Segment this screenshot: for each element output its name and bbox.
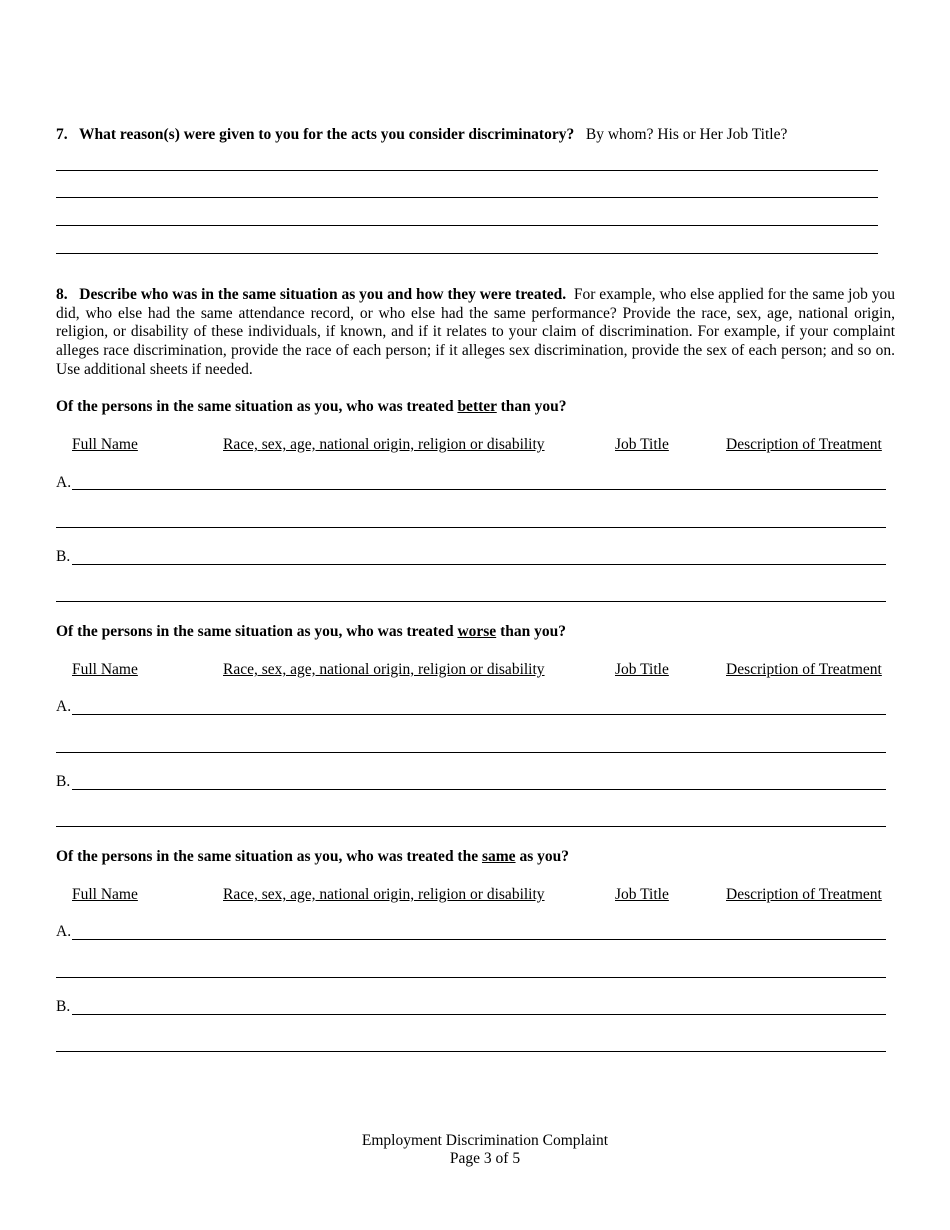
col-description: Description of Treatment bbox=[726, 661, 882, 678]
question-8 bbox=[56, 286, 895, 380]
page-footer bbox=[0, 1132, 950, 1168]
q7-prompt: What reason(s) were given to you for the acts you consider discriminatory? bbox=[78, 126, 575, 143]
row-label-b: B. bbox=[56, 773, 71, 790]
better-row-b-line-2[interactable] bbox=[56, 601, 886, 602]
better-row-a-line[interactable] bbox=[72, 489, 886, 490]
q7-answer-line-2[interactable] bbox=[56, 197, 878, 198]
col-job-title: Job Title bbox=[615, 661, 669, 678]
same-row-b-line-2[interactable] bbox=[56, 1051, 886, 1052]
section-better-keyword: better bbox=[457, 398, 497, 415]
same-row-b-line[interactable] bbox=[72, 1014, 886, 1015]
q7-answer-line-1[interactable] bbox=[56, 170, 878, 171]
col-demographics: Race, sex, age, national origin, religion or disability bbox=[223, 886, 545, 903]
row-label-b: B. bbox=[56, 548, 71, 565]
q8-instructions: For example, who else applied for the same job you did, who else had the same attendance record, or who else had the same performance? Provide the race, sex, age, national origin, religion, or disability of these individuals, if known, and if it relates to your claim of discrimination. For example, if your complaint alleges race discrimination, provide the race of each person; if it alleges sex discrimination, provide the sex of each person; and so on. Use additional sheets if needed. bbox=[56, 286, 896, 378]
col-full-name: Full Name bbox=[72, 436, 138, 453]
col-description: Description of Treatment bbox=[726, 436, 882, 453]
better-row-a-line-2[interactable] bbox=[56, 527, 886, 528]
worse-row-a-line-2[interactable] bbox=[56, 752, 886, 753]
q8-number: 8. bbox=[56, 286, 68, 303]
same-row-a-line[interactable] bbox=[72, 939, 886, 940]
footer-page-number: Page 3 of 5 bbox=[449, 1150, 521, 1167]
row-label-a: A. bbox=[56, 474, 72, 491]
row-label-a: A. bbox=[56, 923, 72, 940]
section-better-heading: Of the persons in the same situation as you, who was treated better than you? bbox=[56, 398, 567, 415]
q7-number: 7. bbox=[56, 126, 68, 143]
col-description: Description of Treatment bbox=[726, 886, 882, 903]
better-row-b-line[interactable] bbox=[72, 564, 886, 565]
footer-title: Employment Discrimination Complaint bbox=[361, 1132, 609, 1149]
section-worse-heading: Of the persons in the same situation as you, who was treated worse than you? bbox=[56, 623, 566, 640]
worse-row-b-line[interactable] bbox=[72, 789, 886, 790]
q7-answer-line-4[interactable] bbox=[56, 253, 878, 254]
question-7 bbox=[56, 126, 896, 144]
q7-subprompt: By whom? His or Her Job Title? bbox=[585, 126, 788, 143]
worse-row-b-line-2[interactable] bbox=[56, 826, 886, 827]
worse-row-a-line[interactable] bbox=[72, 714, 886, 715]
section-same-keyword: same bbox=[481, 848, 516, 865]
q8-prompt: Describe who was in the same situation as you and how they were treated. bbox=[79, 286, 567, 303]
section-same-heading: Of the persons in the same situation as you, who was treated the same as you? bbox=[56, 848, 569, 865]
q7-answer-line-3[interactable] bbox=[56, 225, 878, 226]
col-full-name: Full Name bbox=[72, 886, 138, 903]
row-label-a: A. bbox=[56, 698, 72, 715]
col-job-title: Job Title bbox=[615, 436, 669, 453]
col-job-title: Job Title bbox=[615, 886, 669, 903]
row-label-b: B. bbox=[56, 998, 71, 1015]
col-full-name: Full Name bbox=[72, 661, 138, 678]
col-demographics: Race, sex, age, national origin, religion or disability bbox=[223, 661, 545, 678]
col-demographics: Race, sex, age, national origin, religion or disability bbox=[223, 436, 545, 453]
same-row-a-line-2[interactable] bbox=[56, 977, 886, 978]
section-worse-keyword: worse bbox=[457, 623, 497, 640]
